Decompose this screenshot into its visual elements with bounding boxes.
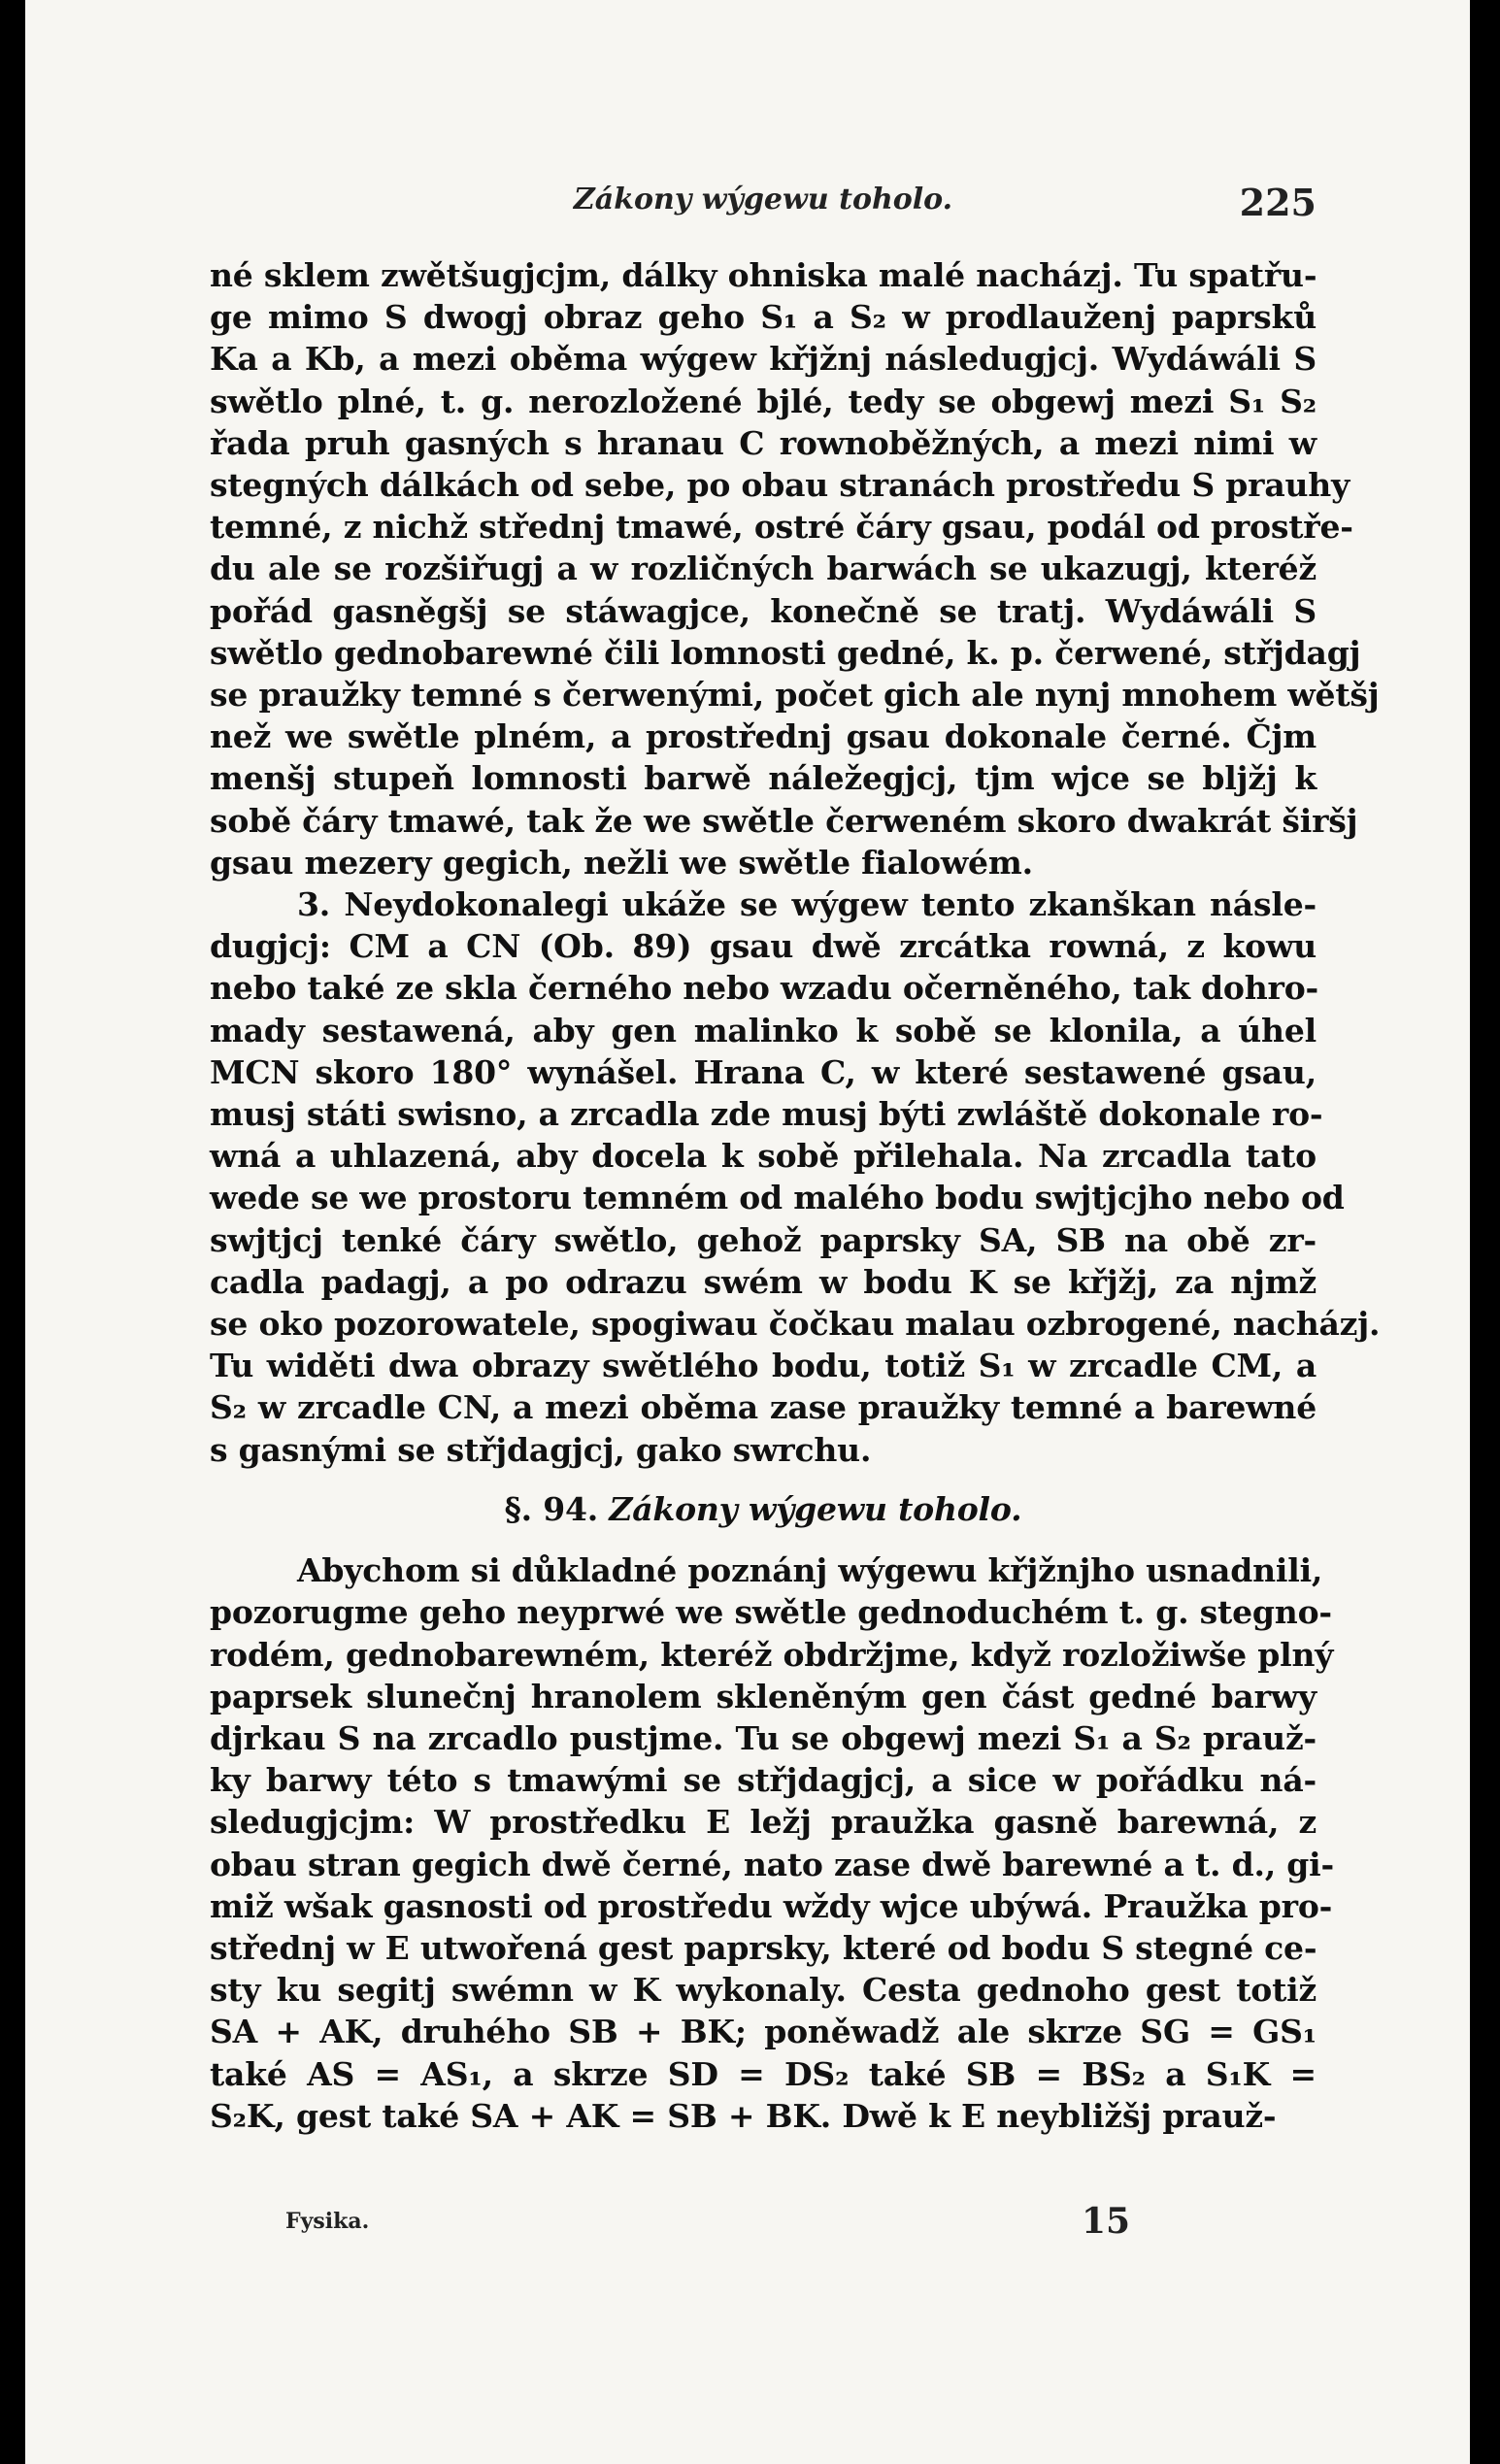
section-title: Zákony wýgewu toholo.: [609, 1489, 1022, 1528]
body-text: [210, 254, 1381, 2137]
footer-label: Fysika.: [285, 2209, 370, 2234]
text-line: pořád gasněgšj se stáwagjce, konečně se tratj. Wydáwáli S: [210, 591, 1317, 630]
text-line: mady sestawená, aby gen malinko k sobě se klonila, a úhel: [210, 1011, 1317, 1049]
text-line: swětlo plné, t. g. nerozložené bjlé, tedy se obgewj mezi S₁ S₂: [210, 382, 1317, 420]
text-line: Tu widěti dwa obrazy swětlého bodu, totiž S₁ w zrcadle CM, a: [210, 1347, 1317, 1385]
text-line: djrkau S na zrcadlo pustjme. Tu se obgewj mezi S₁ a S₂ prauž-: [210, 1718, 1317, 1757]
text-line: MCN skoro 180° wynášel. Hrana C, w které sestawené gsau,: [210, 1052, 1317, 1091]
text-line: swjtjcj tenké čáry swětlo, gehož paprsky SA, SB na obě zr-: [210, 1220, 1317, 1259]
text-line: né sklem zwětšugjcjm, dálky ohniska malé nacházj. Tu spatřu-: [210, 256, 1317, 294]
page-header: [210, 181, 1317, 224]
text-line: sledugjcjm: W prostředku E ležj praužka gasně barewná, z: [210, 1803, 1317, 1842]
text-line: musj státi swisno, a zrcadla zde musj býti zwláště dokonale ro-: [210, 1095, 1323, 1134]
text-line: než we swětle plném, a prostřednj gsau dokonale černé. Čjm: [210, 717, 1317, 756]
text-line: S₂ w zrcadle CN, a mezi oběma zase praužky temné a barewné: [210, 1388, 1317, 1427]
text-line: řada pruh gasných s hranau C rownoběžných, a mezi nimi w: [210, 423, 1317, 462]
text-line: Abychom si důkladné poznánj wýgewu křjžnjho usnadnili,: [297, 1551, 1323, 1590]
text-line: střednj w E utwořená gest paprsky, které od bodu S stegné ce-: [210, 1928, 1317, 1967]
text-line: sobě čáry tmawé, tak že we swětle čerweném skoro dwakrát širšj: [210, 801, 1358, 840]
paragraph-section-94: [210, 1549, 1335, 2137]
text-line: rodém, gednobarewném, kteréž obdržjme, když rozložiwše plný: [210, 1635, 1334, 1674]
text-line: wná a uhlazená, aby docela k sobě přilehala. Na zrcadla tato: [210, 1137, 1317, 1176]
signature-mark: 15: [1082, 2201, 1131, 2242]
paragraph-continuation: [210, 254, 1380, 883]
text-line: ge mimo S dwogj obraz geho S₁ a S₂ w prodlauženj paprsků: [210, 298, 1317, 337]
text-line: se praužky temné s čerwenými, počet gich ale nynj mnohem wětšj: [210, 676, 1380, 715]
text-line: ky barwy této s tmawými se střjdagjcj, a sice w pořádku ná-: [210, 1761, 1317, 1800]
text-line: paprsek slunečnj hranolem skleněným gen část gedné barwy: [210, 1677, 1317, 1715]
text-line: obau stran gegich dwě černé, nato zase dwě barewné a t. d., gi-: [210, 1845, 1335, 1883]
text-line: menšj stupeň lomnosti barwě náležegjcj, tjm wjce se bljžj k: [210, 759, 1317, 798]
text-line: nebo také ze skla černého nebo wzadu očerněného, tak dohro-: [210, 969, 1319, 1008]
text-line: gsau mezery gegich, nežli we swětle fialowém.: [210, 843, 1033, 882]
text-line: temné, z nichž střednj tmawé, ostré čáry gsau, podál od prostře-: [210, 508, 1353, 547]
text-line: s gasnými se střjdagjcj, gako swrchu.: [210, 1430, 872, 1469]
text-line: stegných dálkách od sebe, po obau stranách prostředu S prauhy: [210, 466, 1350, 505]
paragraph-experiment-3: [210, 883, 1381, 1471]
text-line: se oko pozorowatele, spogiwau čočkau malau ozbrogené, nacházj.: [210, 1305, 1381, 1344]
text-line: S₂K, gest také SA + AK = SB + BK. Dwě k E neybližšj prauž-: [210, 2096, 1277, 2135]
text-line: 3. Neydokonalegi ukáže se wýgew tento zkanškan násle-: [297, 885, 1317, 924]
text-line: du ale se rozšiřugj a w rozličných barwách se ukazugj, kteréž: [210, 549, 1317, 588]
text-line: dugjcj: CM a CN (Ob. 89) gsau dwě zrcátka rowná, z kowu: [210, 927, 1317, 966]
text-line: pozorugme geho neyprwé we swětle gednoduchém t. g. stegno-: [210, 1593, 1332, 1632]
text-line: Ka a Kb, a mezi oběma wýgew křjžnj následugjcj. Wydáwáli S: [210, 340, 1317, 379]
text-line: sty ku segitj swémn w K wykonaly. Cesta gednoho gest totiž: [210, 1971, 1317, 2010]
text-line: cadla padagj, a po odrazu swém w bodu K se křjžj, za njmž: [210, 1262, 1317, 1301]
text-line: také AS = AS₁, a skrze SD = DS₂ také SB = BS₂ a S₁K =: [210, 2054, 1317, 2093]
page-number: 225: [1239, 181, 1317, 224]
section-number: §. 94.: [504, 1489, 599, 1528]
page-footer: [285, 2201, 1159, 2240]
text-line: SA + AK, druhého SB + BK; poněwadž ale skrze SG = GS₁: [210, 2013, 1317, 2051]
section-heading: [210, 1488, 1317, 1530]
book-page: [25, 0, 1470, 2464]
text-line: miž wšak gasnosti od prostředu wždy wjce ubýwá. Praužka pro-: [210, 1886, 1333, 1925]
running-title: Zákony wýgewu toholo.: [573, 183, 953, 216]
text-line: wede se we prostoru temném od malého bodu swjtjcjho nebo od: [210, 1179, 1345, 1217]
text-line: swětlo gednobarewné čili lomnosti gedné, k. p. čerwené, střjdagj: [210, 633, 1361, 672]
